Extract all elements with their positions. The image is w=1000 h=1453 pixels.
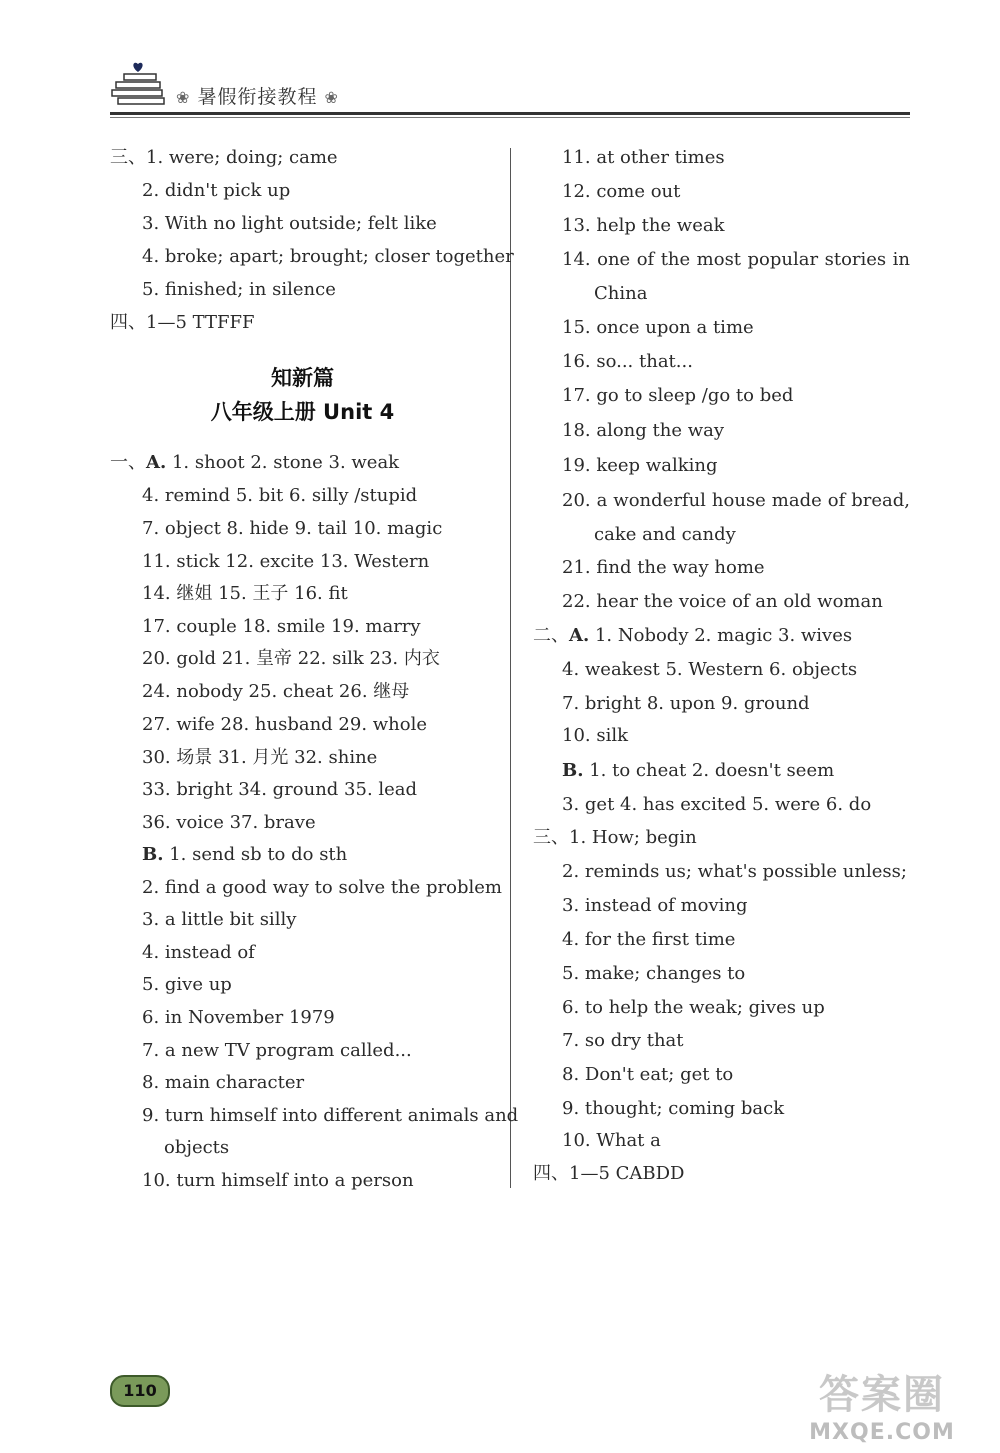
answer-text: 1—5 CABDD [569, 1163, 685, 1184]
answer-row [110, 146, 338, 170]
answer-row [533, 826, 697, 850]
answer-row [562, 759, 834, 783]
page-number: 110 [110, 1375, 170, 1407]
answer-row: 16. so... that... [562, 351, 693, 372]
section-prefix: 一、 [110, 452, 146, 473]
answer-text: 1. were; doing; came [146, 147, 338, 168]
answer-row: 6. to help the weak; gives up [562, 997, 825, 1018]
part-label: A. [146, 452, 167, 473]
answer-row: 2. didn't pick up [142, 180, 291, 201]
answer-row: 3. instead of moving [562, 895, 748, 916]
answer-row: 10. silk [562, 725, 629, 746]
answer-row [533, 1162, 685, 1186]
watermark [782, 1363, 982, 1443]
answer-row: 7. bright 8. upon 9. ground [562, 693, 810, 714]
section-prefix: 三、 [533, 827, 569, 848]
header-title-text: 暑假衔接教程 [197, 86, 318, 108]
answer-row: 8. main character [142, 1072, 305, 1093]
answer-row: 22. hear the voice of an old woman [562, 591, 883, 612]
answer-row: 33. bright 34. ground 35. lead [142, 779, 418, 800]
part-label: A. [569, 625, 590, 646]
answer-row: 7. so dry that [562, 1030, 684, 1051]
answer-row: 30. 场景 31. 月光 32. shine [142, 747, 378, 768]
answer-row: 20. gold 21. 皇帝 22. silk 23. 内衣 [142, 648, 440, 669]
answer-row: 7. object 8. hide 9. tail 10. magic [142, 518, 443, 539]
section-title: 知新篇 [271, 366, 334, 390]
answer-row: 11. at other times [562, 147, 725, 168]
answer-row: objects [164, 1137, 230, 1158]
answer-row: 6. in November 1979 [142, 1007, 335, 1028]
answer-row: 13. help the weak [562, 215, 725, 236]
page-header [110, 60, 910, 120]
header-title [176, 82, 339, 109]
answer-row: 19. keep walking [562, 455, 718, 476]
answer-row: 14. one of the most popular stories in [562, 249, 910, 270]
header-rule-thin [110, 117, 910, 118]
answer-row [110, 311, 254, 335]
answer-row: 21. find the way home [562, 557, 765, 578]
answer-row: 36. voice 37. brave [142, 812, 316, 833]
answer-row: 2. reminds us; what's possible unless; [562, 861, 907, 882]
flower-right-icon: ❀ [324, 88, 339, 107]
answer-row: 3. get 4. has excited 5. were 6. do [562, 794, 872, 815]
answer-row: 2. find a good way to solve the problem [142, 877, 502, 898]
answer-row: 7. a new TV program called... [142, 1040, 412, 1061]
answer-row: 18. along the way [562, 420, 725, 441]
answer-row: 4. instead of [142, 942, 255, 963]
answer-row [110, 451, 399, 475]
answer-row: 4. for the first time [562, 929, 736, 950]
answer-row: 3. With no light outside; felt like [142, 213, 437, 234]
answer-text: 1. send sb to do sth [169, 844, 348, 865]
answer-text: 1—5 TTFFF [146, 312, 255, 333]
answer-row: 10. turn himself into a person [142, 1170, 414, 1191]
section-prefix: 四、 [533, 1163, 569, 1184]
answer-row: 5. make; changes to [562, 963, 746, 984]
answer-row: 4. remind 5. bit 6. silly /stupid [142, 485, 418, 506]
answer-row: 5. finished; in silence [142, 279, 336, 300]
books-logo-icon [110, 60, 172, 110]
unit-title: 八年级上册 Unit 4 [210, 400, 395, 424]
answer-row: 11. stick 12. excite 13. Western [142, 551, 430, 572]
answer-row [533, 624, 852, 648]
answer-row: 9. thought; coming back [562, 1098, 785, 1119]
part-label: B. [142, 844, 164, 865]
flower-left-icon: ❀ [176, 88, 191, 107]
answer-row: 4. weakest 5. Western 6. objects [562, 659, 858, 680]
section-prefix: 二、 [533, 625, 569, 646]
answer-row: 17. go to sleep /go to bed [562, 385, 794, 406]
section-prefix: 三、 [110, 147, 146, 168]
answer-row: 14. 继姐 15. 王子 16. fit [142, 583, 348, 604]
answer-row: 15. once upon a time [562, 317, 754, 338]
answer-row: 9. turn himself into different animals and [142, 1105, 519, 1126]
answer-row: China [594, 283, 648, 304]
answer-row: 5. give up [142, 974, 232, 995]
part-label: B. [562, 760, 584, 781]
answer-row: 12. come out [562, 181, 681, 202]
answer-row: 10. What a [562, 1130, 661, 1151]
answer-row: 24. nobody 25. cheat 26. 继母 [142, 681, 410, 702]
section-prefix: 四、 [110, 312, 146, 333]
watermark-bottom: MXQE.COM [809, 1420, 955, 1445]
answer-row [142, 843, 347, 867]
watermark-top: 答案圈 [819, 1372, 945, 1418]
answer-row: 8. Don't eat; get to [562, 1064, 734, 1085]
answer-row: 3. a little bit silly [142, 909, 297, 930]
answer-text: 1. to cheat 2. doesn't seem [589, 760, 835, 781]
header-rule [110, 112, 910, 115]
answer-row: 20. a wonderful house made of bread, [562, 490, 910, 511]
answer-text: 1. shoot 2. stone 3. weak [171, 452, 400, 473]
answer-text: 1. How; begin [569, 827, 697, 848]
answer-row: 27. wife 28. husband 29. whole [142, 714, 428, 735]
answer-row: 4. broke; apart; brought; closer together [142, 246, 514, 267]
answer-text: 1. Nobody 2. magic 3. wives [594, 625, 853, 646]
column-divider [510, 148, 511, 1188]
answer-row: 17. couple 18. smile 19. marry [142, 616, 421, 637]
answer-row: cake and candy [594, 524, 736, 545]
